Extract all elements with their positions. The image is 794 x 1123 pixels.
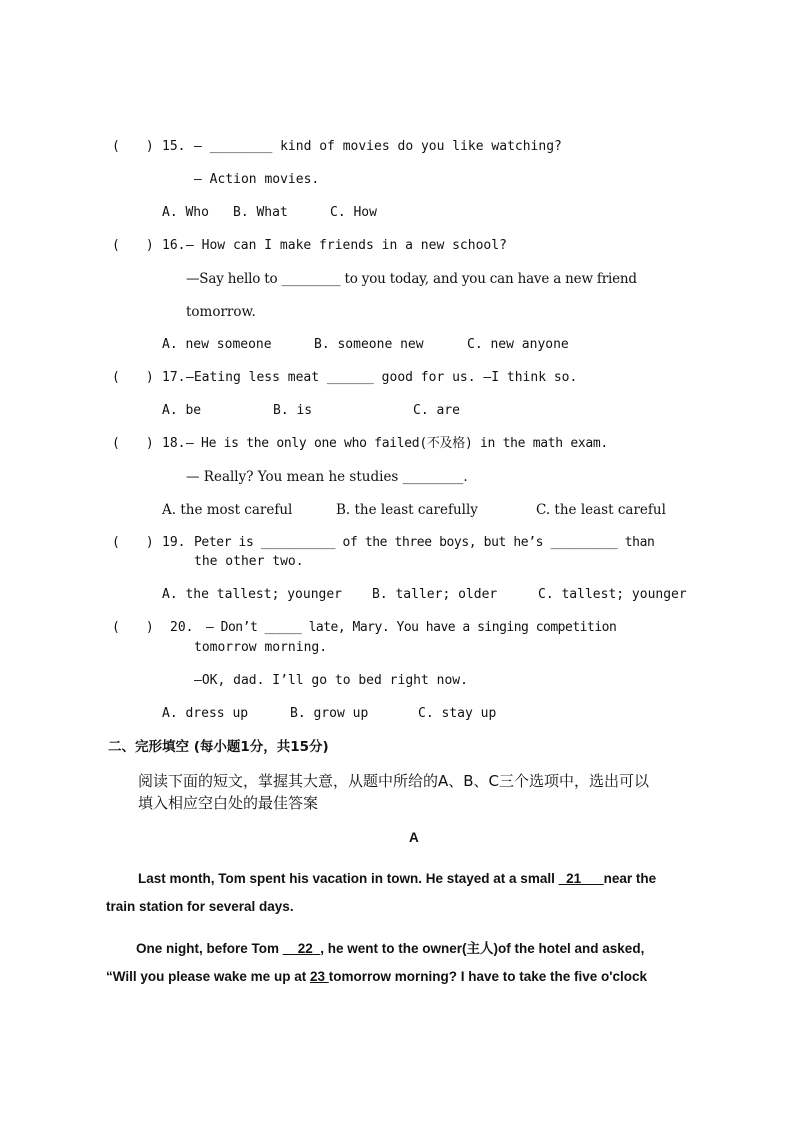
passage-p2-line2 bbox=[106, 968, 647, 986]
q16-reply-cont: tomorrow. bbox=[186, 304, 256, 320]
q15-number: 15. bbox=[162, 139, 186, 154]
passage-text: One night, before Tom bbox=[136, 941, 283, 956]
q15-option-c: C. How bbox=[330, 205, 377, 220]
q19-stem-cont: the other two. bbox=[194, 554, 304, 569]
passage-p1-line2: train station for several days. bbox=[106, 899, 294, 914]
passage-text: Last month, Tom spent his vacation in town. He stayed at a small bbox=[138, 871, 559, 886]
q20-number: 20. bbox=[170, 620, 194, 635]
q19-option-a: A. the tallest; younger bbox=[162, 587, 343, 602]
q15-reply: — Action movies. bbox=[194, 172, 320, 187]
q15-stem: — ________ kind of movies do you like watching? bbox=[194, 139, 562, 154]
q20-option-b: B. grow up bbox=[290, 706, 369, 721]
q20-reply: —OK, dad. I’ll go to bed right now. bbox=[194, 673, 468, 688]
q17-paren: ( ) bbox=[112, 370, 154, 385]
q20-paren: ( ) bbox=[112, 620, 154, 635]
q15-paren: ( ) bbox=[112, 139, 154, 154]
section-instruction: 阅读下面的短文，掌握其大意，从题中所给的A、B、C三个选项中，选出可以 bbox=[138, 772, 650, 790]
q19-number: 19. bbox=[162, 535, 186, 550]
q16-number: 16. bbox=[162, 238, 186, 253]
q18-option-b: B. the least carefully bbox=[336, 502, 478, 518]
passage-label: A bbox=[409, 830, 419, 845]
q19-option-c: C. tallest; younger bbox=[538, 587, 687, 602]
q16-option-c: C. new anyone bbox=[467, 337, 569, 352]
q20-stem-cont: tomorrow morning. bbox=[194, 640, 328, 655]
blank-22: __22_ bbox=[282, 941, 321, 956]
q20-stem: – Don’t _____ late, Mary. You have a singing competition bbox=[206, 620, 617, 635]
q20-option-c: C. stay up bbox=[418, 706, 497, 721]
passage-text: , he went to the owner(主人)of the hotel and asked, bbox=[320, 941, 645, 956]
q19-stem: Peter is __________ of the three boys, but he’s _________ than bbox=[194, 535, 655, 550]
q16-stem: – How can I make friends in a new school? bbox=[186, 238, 507, 253]
q17-option-c: C. are bbox=[413, 403, 460, 418]
passage-text: near the bbox=[603, 871, 657, 886]
q18-stem: – He is the only one who failed(不及格) in the math exam. bbox=[186, 436, 608, 451]
q17-stem: —Eating less meat ______ good for us. —I think so. bbox=[186, 370, 578, 385]
passage-text: tomorrow morning? I have to take the five o'clock bbox=[328, 969, 647, 984]
section-instruction-cont: 填入相应空白处的最佳答案 bbox=[138, 794, 319, 812]
q16-option-a: A. new someone bbox=[162, 337, 272, 352]
q15-option-b: B. What bbox=[233, 205, 288, 220]
q19-paren: ( ) bbox=[112, 535, 154, 550]
q15-option-a: A. Who bbox=[162, 205, 209, 220]
section-heading: 二、完形填空 (每小题1分，共15分) bbox=[108, 739, 329, 755]
q16-option-b: B. someone new bbox=[314, 337, 424, 352]
q18-number: 18. bbox=[162, 436, 186, 451]
q19-option-b: B. taller; older bbox=[372, 587, 498, 602]
passage-p2-line1 bbox=[136, 940, 644, 958]
q20-option-a: A. dress up bbox=[162, 706, 249, 721]
passage-p1-line1 bbox=[138, 870, 656, 888]
q18-reply: — Really? You mean he studies _________. bbox=[186, 469, 468, 485]
q17-option-a: A. be bbox=[162, 403, 202, 418]
q17-option-b: B. is bbox=[273, 403, 313, 418]
q18-option-a: A. the most careful bbox=[162, 502, 293, 518]
q18-paren: ( ) bbox=[112, 436, 154, 451]
blank-23: 23 bbox=[309, 969, 329, 984]
q18-option-c: C. the least careful bbox=[536, 502, 666, 518]
q16-paren: ( ) bbox=[112, 238, 154, 253]
blank-21: _21___ bbox=[558, 871, 604, 886]
passage-text: “Will you please wake me up at bbox=[106, 969, 310, 984]
q17-number: 17. bbox=[162, 370, 186, 385]
q16-reply: —Say hello to _________ to you today, and you can have a new friend bbox=[186, 271, 637, 287]
